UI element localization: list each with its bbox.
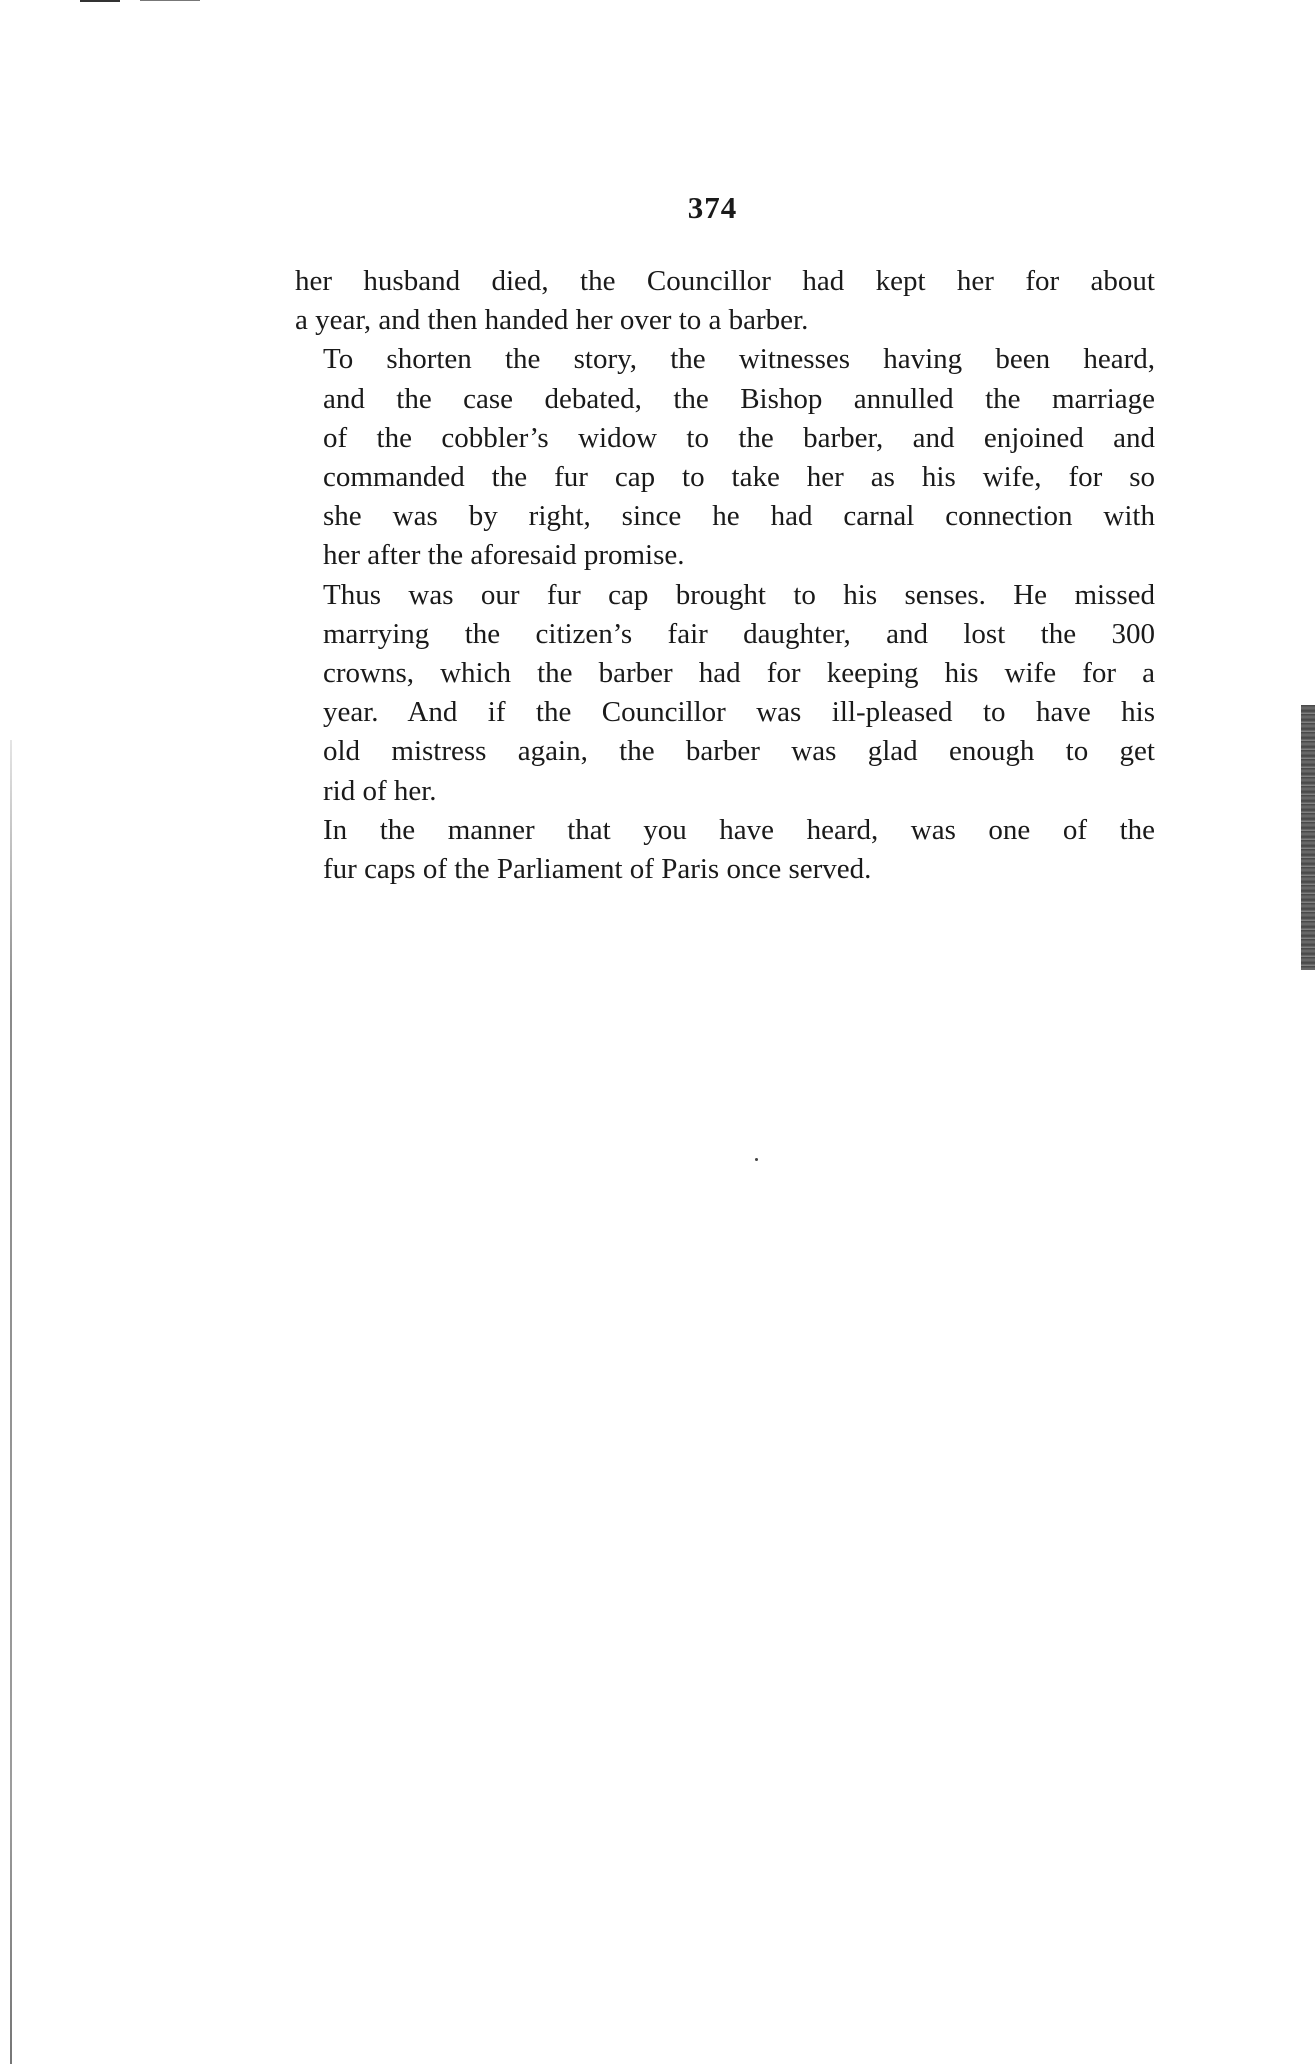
text-line: crowns, which the barber had for keeping his wife for a — [323, 657, 1155, 690]
text-line: fur caps of the Parliament of Paris once served. — [323, 853, 872, 886]
text-line: marrying the citizen’s fair daughter, and lost the 300 — [323, 617, 1155, 650]
text-line: old mistress again, the barber was glad enough to get — [323, 735, 1155, 768]
paragraph — [295, 340, 1155, 575]
text-line: her husband died, the Councillor had kept her for about — [295, 265, 1155, 297]
text-line: she was by right, since he had carnal connection with — [323, 500, 1155, 533]
scan-artifact-rule — [80, 0, 120, 2]
page-number: 374 — [687, 190, 738, 225]
text-line: rid of her. — [323, 774, 437, 807]
scan-artifact-rule — [140, 0, 200, 1]
text-line: Thus was our fur cap brought to his senses. He missed — [323, 578, 1155, 611]
page-edge-mark — [1301, 705, 1315, 970]
paragraph — [295, 811, 1155, 889]
text-line: her after the aforesaid promise. — [323, 539, 685, 572]
text-line: In the manner that you have heard, was one of the — [323, 813, 1155, 846]
body-text — [295, 262, 1155, 889]
paragraph — [295, 262, 1155, 340]
scan-speck — [755, 1158, 758, 1161]
text-line: a year, and then handed her over to a barber. — [295, 304, 809, 337]
text-line: To shorten the story, the witnesses having been heard, — [323, 343, 1155, 376]
text-line: of the cobbler’s widow to the barber, and enjoined and — [323, 421, 1155, 454]
text-line: commanded the fur cap to take her as his wife, for so — [323, 461, 1155, 494]
text-line: and the case debated, the Bishop annulled the marriage — [323, 382, 1155, 415]
text-line: year. And if the Councillor was ill-pleased to have his — [323, 696, 1155, 729]
paragraph — [295, 576, 1155, 811]
page-edge-shadow — [10, 740, 12, 2064]
